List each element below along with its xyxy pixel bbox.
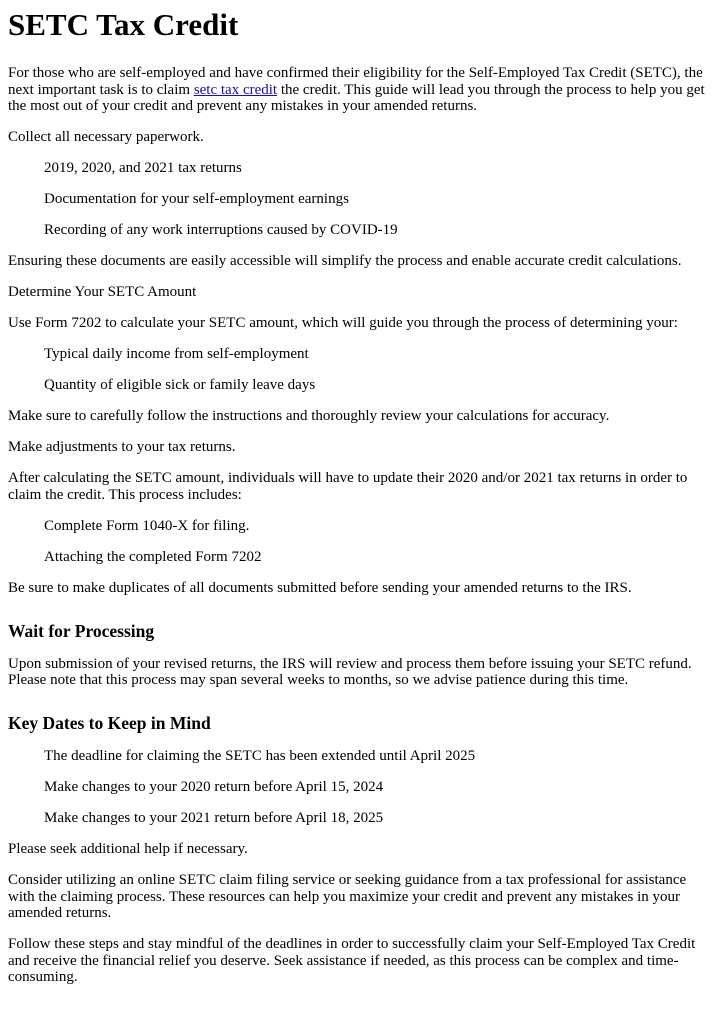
help-body: Consider utilizing an online SETC claim filing service or seeking guidance from a tax professional for assistance with the claiming process. These resources can help you maximize your credit and prevent any mistakes in your amended returns. (8, 872, 687, 921)
dates-item: Make changes to your 2020 return before April 15, 2024 (44, 779, 384, 795)
page-title: SETC Tax Credit (8, 7, 239, 42)
collect-note: Ensuring these documents are easily accessible will simplify the process and enable accurate credit calculations. (8, 253, 682, 269)
adjust-lead: After calculating the SETC amount, individuals will have to update their 2020 and/or 2021 tax returns in order to claim the credit. This process includes: (8, 470, 688, 503)
adjust-heading: Make adjustments to your tax returns. (8, 439, 236, 455)
determine-item: Typical daily income from self-employment (44, 346, 309, 362)
collect-item: Documentation for your self-employment earnings (44, 191, 349, 207)
intro-text-after-link: the credit. This guide will lead you through the process to help you get the most out of your credit and prevent any mistakes in your amended returns. (8, 81, 705, 114)
wait-body: Upon submission of your revised returns, the IRS will review and process them before issuing your SETC refund. Please note that this process may span several weeks to months, so we advise patience during this time. (8, 655, 692, 688)
collect-item: 2019, 2020, and 2021 tax returns (44, 160, 242, 176)
adjust-item: Attaching the completed Form 7202 (44, 548, 262, 565)
setc-tax-credit-link[interactable]: setc tax credit (193, 81, 278, 98)
dates-heading: Key Dates to Keep in Mind (8, 713, 211, 733)
determine-lead: Use Form 7202 to calculate your SETC amount, which will guide you through the process of determining your: (8, 315, 678, 331)
determine-item: Quantity of eligible sick or family leave days (44, 377, 316, 393)
intro-paragraph (8, 65, 712, 115)
adjust-note: Be sure to make duplicates of all documents submitted before sending your amended returns to the IRS. (8, 579, 632, 596)
dates-item: Make changes to your 2021 return before April 18, 2025 (44, 810, 384, 826)
determine-heading: Determine Your SETC Amount (8, 284, 197, 300)
dates-item: The deadline for claiming the SETC has been extended until April 2025 (44, 748, 476, 764)
determine-note: Make sure to carefully follow the instructions and thoroughly review your calculations for accuracy. (8, 408, 610, 424)
wait-heading: Wait for Processing (8, 620, 155, 641)
collect-item: Recording of any work interruptions caused by COVID-19 (44, 222, 398, 238)
adjust-item: Complete Form 1040-X for filing. (44, 517, 250, 534)
collect-heading: Collect all necessary paperwork. (8, 129, 204, 145)
help-heading: Please seek additional help if necessary. (8, 841, 248, 857)
closing-paragraph: Follow these steps and stay mindful of the deadlines in order to successfully claim your Self-Employed Tax Credit and receive the financial relief you deserve. Seek assistance if needed, as this process can be complex and time-consuming. (8, 936, 696, 985)
intro-text-before-link: For those who are self-employed and have confirmed their eligibility for the Self-Employed Tax Credit (SETC), the next important task is to claim (8, 65, 703, 98)
